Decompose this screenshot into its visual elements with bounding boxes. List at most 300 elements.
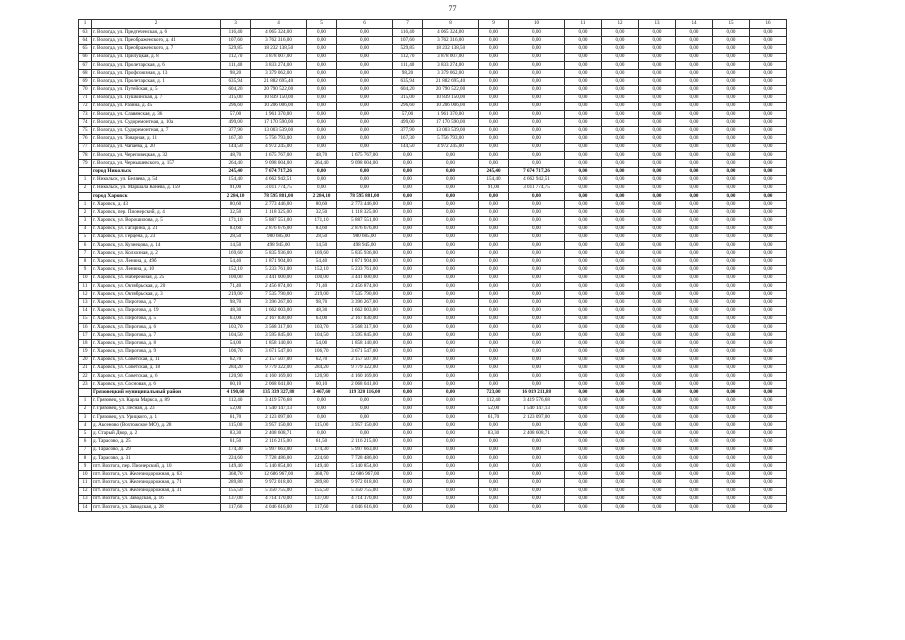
value-cell: 0,00 (509, 94, 565, 102)
value-cell: 0,00 (509, 37, 565, 45)
value-cell: 0,00 (307, 413, 337, 421)
value-cell: 0,00 (479, 151, 509, 159)
value-cell: 71,40 (307, 282, 337, 290)
value-cell: 0,00 (393, 250, 423, 258)
value-cell: 980 685,00 (337, 233, 393, 241)
value-cell: 0,00 (509, 233, 565, 241)
address-cell: д. Тарасово, д. 25 (92, 438, 221, 446)
value-cell: 0,00 (307, 127, 337, 135)
value-cell: 0,00 (565, 217, 602, 225)
value-cell: 0,00 (602, 37, 639, 45)
table-row (79, 462, 787, 470)
value-cell: 152,10 (307, 266, 337, 274)
value-cell: 117,60 (221, 503, 251, 511)
value-cell: 0,00 (565, 184, 602, 192)
value-cell: 0,00 (602, 503, 639, 511)
value-cell: 32,50 (221, 209, 251, 217)
value-cell: 0,00 (565, 430, 602, 438)
value-cell: 0,00 (565, 405, 602, 413)
value-cell: 3 396 267,00 (251, 299, 307, 307)
table-row (79, 37, 787, 45)
value-cell: 0,00 (713, 438, 750, 446)
table-row (79, 119, 787, 127)
value-cell: 0,00 (423, 364, 479, 372)
value-cell: 48,70 (221, 151, 251, 159)
table-row (79, 102, 787, 110)
value-cell: 0,00 (479, 462, 509, 470)
value-cell: 155,50 (221, 487, 251, 495)
value-cell: 0,00 (423, 192, 479, 200)
value-cell: 0,00 (479, 233, 509, 241)
value-cell: 0,00 (602, 217, 639, 225)
address-cell: пгт. Вохтога, ул. Железнодорожная, д. 31 (92, 487, 221, 495)
value-cell: 5 835 936,00 (337, 250, 393, 258)
value-cell: 3 671 547,00 (251, 348, 307, 356)
value-cell: 0,00 (602, 291, 639, 299)
value-cell: 498 945,00 (251, 241, 307, 249)
value-cell: 7 535 790,00 (251, 291, 307, 299)
value-cell: 0,00 (479, 225, 509, 233)
value-cell: 0,00 (423, 503, 479, 511)
row-number: 1 (79, 176, 92, 184)
value-cell: 0,00 (393, 258, 423, 266)
value-cell: 9 098 004,00 (337, 160, 393, 168)
value-cell: 0,00 (509, 331, 565, 339)
value-cell: 5 756 793,00 (251, 135, 307, 143)
row-number: 15 (79, 315, 92, 323)
value-cell: 2 773 446,00 (337, 200, 393, 208)
value-cell: 0,00 (337, 29, 393, 37)
value-cell: 0,00 (307, 405, 337, 413)
value-cell: 0,00 (565, 192, 602, 200)
value-cell: 3 878 007,00 (423, 53, 479, 61)
value-cell: 0,00 (479, 372, 509, 380)
value-cell: 61,70 (479, 413, 509, 421)
value-cell: 60,10 (307, 381, 337, 389)
value-cell: 0,00 (393, 372, 423, 380)
value-cell: 0,00 (750, 119, 787, 127)
address-cell: г. Вологда, ул. Разина, д. 45 (92, 102, 221, 110)
row-number: 2 (79, 209, 92, 217)
value-cell: 0,00 (393, 266, 423, 274)
value-cell: 0,00 (565, 422, 602, 430)
value-cell: 0,00 (393, 307, 423, 315)
address-cell: г. Харовск, ул. Советская, д. 18 (92, 364, 221, 372)
value-cell: 0,00 (423, 217, 479, 225)
value-cell: 0,00 (479, 291, 509, 299)
value-cell: 0,00 (565, 233, 602, 241)
value-cell: 0,00 (479, 307, 509, 315)
value-cell: 0,00 (479, 110, 509, 118)
header-cell: 15 (713, 20, 750, 29)
value-cell: 289,80 (307, 479, 337, 487)
value-cell: 0,00 (509, 151, 565, 159)
table-row (79, 422, 787, 430)
value-cell: 104,50 (307, 331, 337, 339)
value-cell: 0,00 (423, 479, 479, 487)
value-cell: 0,00 (393, 471, 423, 479)
value-cell: 0,00 (307, 110, 337, 118)
value-cell: 0,00 (639, 176, 676, 184)
value-cell: 3 762 316,00 (251, 37, 307, 45)
address-cell: г. Вологда, ул. Товарная, д. 11 (92, 135, 221, 143)
value-cell: 0,00 (565, 299, 602, 307)
value-cell: 0,00 (565, 282, 602, 290)
value-cell: 21 882 695,40 (423, 78, 479, 86)
row-number: 4 (79, 422, 92, 430)
value-cell: 2 068 041,00 (251, 381, 307, 389)
value-cell: 0,00 (639, 135, 676, 143)
row-number: 18 (79, 340, 92, 348)
value-cell: 0,00 (565, 503, 602, 511)
value-cell: 103,70 (221, 323, 251, 331)
table-row (79, 176, 787, 184)
value-cell: 0,00 (639, 225, 676, 233)
value-cell: 0,00 (479, 135, 509, 143)
value-cell: 0,00 (423, 160, 479, 168)
value-cell: 0,00 (676, 479, 713, 487)
value-cell: 0,00 (602, 430, 639, 438)
table-row (79, 127, 787, 135)
value-cell: 7 728 486,00 (337, 454, 393, 462)
value-cell: 154,40 (479, 176, 509, 184)
value-cell: 2 456 874,00 (337, 282, 393, 290)
value-cell: 2 876 676,00 (251, 225, 307, 233)
row-number: 2 (79, 184, 92, 192)
value-cell: 0,00 (509, 61, 565, 69)
value-cell: 100,00 (221, 274, 251, 282)
value-cell: 980 685,00 (251, 233, 307, 241)
value-cell: 0,00 (509, 438, 565, 446)
value-cell: 0,00 (713, 217, 750, 225)
header-cell: 14 (676, 20, 713, 29)
header-cell: 11 (565, 20, 602, 29)
value-cell: 0,00 (565, 397, 602, 405)
value-cell: 0,00 (509, 323, 565, 331)
value-cell: 0,00 (602, 487, 639, 495)
value-cell: 0,00 (509, 69, 565, 77)
value-cell: 0,00 (565, 381, 602, 389)
value-cell: 0,00 (713, 372, 750, 380)
row-number: 11 (79, 479, 92, 487)
value-cell: 0,00 (750, 266, 787, 274)
value-cell: 4 662 942,51 (509, 176, 565, 184)
value-cell: 0,00 (423, 397, 479, 405)
value-cell: 0,00 (307, 94, 337, 102)
value-cell: 0,00 (750, 422, 787, 430)
value-cell: 3 441 000,00 (251, 274, 307, 282)
value-cell: 18 232 138,50 (423, 45, 479, 53)
value-cell: 0,00 (713, 225, 750, 233)
value-cell: 0,00 (713, 250, 750, 258)
value-cell: 0,00 (602, 356, 639, 364)
address-cell: г. Харовск, ул. Гагарина, д. 21 (92, 225, 221, 233)
value-cell: 723,00 (479, 389, 509, 397)
value-cell: 106,70 (307, 348, 337, 356)
value-cell: 5 997 663,00 (251, 446, 307, 454)
value-cell: 0,00 (602, 135, 639, 143)
value-cell: 0,00 (565, 331, 602, 339)
row-number: 3 (79, 217, 92, 225)
value-cell: 3 379 062,00 (251, 69, 307, 77)
value-cell: 499,00 (221, 119, 251, 127)
value-cell: 0,00 (676, 176, 713, 184)
value-cell: 0,00 (479, 69, 509, 77)
value-cell: 0,00 (750, 282, 787, 290)
value-cell: 0,00 (479, 422, 509, 430)
table-row (79, 503, 787, 511)
value-cell: 0,00 (509, 86, 565, 94)
value-cell: 0,00 (509, 102, 565, 110)
value-cell: 0,00 (750, 102, 787, 110)
row-number: 17 (79, 331, 92, 339)
value-cell: 0,00 (639, 258, 676, 266)
value-cell: 1 118 325,00 (251, 209, 307, 217)
value-cell: 0,00 (713, 397, 750, 405)
value-cell: 0,00 (509, 487, 565, 495)
value-cell: 0,00 (423, 299, 479, 307)
value-cell: 0,00 (676, 389, 713, 397)
value-cell: 0,00 (676, 340, 713, 348)
value-cell: 0,00 (602, 389, 639, 397)
value-cell: 0,00 (393, 176, 423, 184)
value-cell: 0,00 (307, 37, 337, 45)
value-cell: 0,00 (750, 299, 787, 307)
value-cell: 0,00 (713, 315, 750, 323)
value-cell: 169,60 (307, 250, 337, 258)
value-cell: 54,00 (221, 340, 251, 348)
header-cell: 10 (509, 20, 565, 29)
value-cell: 0,00 (602, 397, 639, 405)
table-row (79, 274, 787, 282)
row-number (79, 389, 92, 397)
value-cell: 0,00 (509, 241, 565, 249)
value-cell: 224,60 (307, 454, 337, 462)
value-cell: 0,00 (639, 479, 676, 487)
value-cell: 0,00 (750, 110, 787, 118)
value-cell: 0,00 (639, 307, 676, 315)
value-cell: 0,00 (337, 45, 393, 53)
value-cell: 0,00 (676, 200, 713, 208)
value-cell: 0,00 (602, 315, 639, 323)
value-cell: 0,00 (750, 192, 787, 200)
value-cell: 0,00 (713, 340, 750, 348)
value-cell: 0,00 (639, 200, 676, 208)
value-cell: 0,00 (713, 422, 750, 430)
row-number: 10 (79, 274, 92, 282)
value-cell: 604,20 (221, 86, 251, 94)
value-cell: 83,60 (307, 225, 337, 233)
value-cell: 0,00 (713, 495, 750, 503)
value-cell: 0,00 (479, 45, 509, 53)
value-cell: 0,00 (337, 61, 393, 69)
value-cell: 0,00 (750, 372, 787, 380)
value-cell: 0,00 (750, 45, 787, 53)
value-cell: 0,00 (750, 291, 787, 299)
value-cell: 13 003 539,00 (423, 127, 479, 135)
address-cell: г. Харовск, ул. Пирогова, д. 8 (92, 340, 221, 348)
value-cell: 0,00 (639, 340, 676, 348)
value-cell: 0,00 (423, 266, 479, 274)
table-row (79, 225, 787, 233)
header-row (79, 20, 787, 29)
value-cell: 4 714 170,00 (337, 495, 393, 503)
value-cell: 498 945,00 (337, 241, 393, 249)
value-cell: 0,00 (509, 258, 565, 266)
value-cell: 0,00 (337, 143, 393, 151)
address-cell: г. Грязовец, ул. Урицкого, д. 1 (92, 413, 221, 421)
value-cell: 0,00 (423, 462, 479, 470)
value-cell: 0,00 (509, 209, 565, 217)
value-cell: 0,00 (602, 495, 639, 503)
value-cell: 0,00 (676, 217, 713, 225)
value-cell: 0,00 (565, 110, 602, 118)
value-cell: 0,00 (602, 266, 639, 274)
address-cell: г. Харовск, ул. Ленина, д. 10 (92, 266, 221, 274)
value-cell: 0,00 (565, 225, 602, 233)
value-cell: 0,00 (565, 143, 602, 151)
value-cell: 0,00 (423, 315, 479, 323)
value-cell: 0,00 (423, 258, 479, 266)
value-cell: 104,50 (221, 331, 251, 339)
row-number: 68 (79, 69, 92, 77)
value-cell: 0,00 (565, 274, 602, 282)
value-cell: 0,00 (423, 495, 479, 503)
value-cell: 0,00 (423, 438, 479, 446)
value-cell: 0,00 (713, 29, 750, 37)
value-cell: 0,00 (639, 61, 676, 69)
value-cell: 107,60 (221, 37, 251, 45)
value-cell: 0,00 (639, 110, 676, 118)
value-cell: 0,00 (509, 110, 565, 118)
row-number: 72 (79, 102, 92, 110)
value-cell: 48,70 (307, 151, 337, 159)
table-row (79, 29, 787, 37)
value-cell: 0,00 (750, 462, 787, 470)
value-cell: 0,00 (602, 438, 639, 446)
value-cell: 0,00 (509, 446, 565, 454)
value-cell: 20 790 522,00 (251, 86, 307, 94)
row-number (79, 168, 92, 176)
value-cell: 0,00 (750, 160, 787, 168)
row-number: 13 (79, 495, 92, 503)
value-cell: 0,00 (602, 307, 639, 315)
table-row (79, 454, 787, 462)
value-cell: 0,00 (713, 184, 750, 192)
table-row (79, 405, 787, 413)
header-cell: 3 (221, 20, 251, 29)
value-cell: 0,00 (676, 151, 713, 159)
value-cell: 284,20 (307, 364, 337, 372)
value-cell: 3 671 547,00 (337, 348, 393, 356)
value-cell: 4 046 616,00 (251, 503, 307, 511)
value-cell: 0,00 (479, 438, 509, 446)
value-cell: 0,00 (676, 291, 713, 299)
value-cell: 0,00 (676, 495, 713, 503)
value-cell: 0,00 (639, 143, 676, 151)
value-cell: 0,00 (639, 299, 676, 307)
value-cell: 0,00 (307, 135, 337, 143)
value-cell: 0,00 (602, 422, 639, 430)
value-cell: 0,00 (423, 176, 479, 184)
value-cell: 0,00 (423, 282, 479, 290)
value-cell: 296,60 (393, 102, 423, 110)
value-cell: 0,00 (750, 274, 787, 282)
value-cell: 0,00 (602, 446, 639, 454)
row-number: 64 (79, 37, 92, 45)
value-cell: 0,00 (565, 389, 602, 397)
value-cell: 0,00 (509, 266, 565, 274)
value-cell: 0,00 (602, 184, 639, 192)
value-cell: 3 419 576,68 (251, 397, 307, 405)
value-cell: 0,00 (479, 217, 509, 225)
value-cell: 0,00 (750, 356, 787, 364)
address-cell: г. Харовск, ул. Герцена, д. 23 (92, 233, 221, 241)
value-cell: 54,40 (221, 258, 251, 266)
value-cell: 0,00 (565, 53, 602, 61)
value-cell: 0,00 (639, 454, 676, 462)
value-cell: 0,00 (750, 94, 787, 102)
value-cell: 0,00 (479, 241, 509, 249)
value-cell: 0,00 (393, 479, 423, 487)
value-cell: 0,00 (750, 37, 787, 45)
value-cell: 1 540 147,13 (509, 405, 565, 413)
table-row (79, 381, 787, 389)
address-cell: д. Старый Двор, д. 2 (92, 430, 221, 438)
value-cell: 2 284,10 (221, 192, 251, 200)
value-cell: 78 595 881,00 (251, 192, 307, 200)
value-cell: 1 858 140,00 (337, 340, 393, 348)
value-cell: 0,00 (676, 78, 713, 86)
address-cell: пгт. Вохтога, ул. Заводская, д. 16 (92, 495, 221, 503)
value-cell: 117,60 (307, 503, 337, 511)
value-cell: 0,00 (393, 487, 423, 495)
value-cell: 0,00 (565, 315, 602, 323)
value-cell: 0,00 (639, 151, 676, 159)
value-cell: 0,00 (713, 192, 750, 200)
value-cell: 0,00 (509, 143, 565, 151)
value-cell: 0,00 (676, 94, 713, 102)
address-cell: г. Харовск, ул. Ленина, д. 49б (92, 258, 221, 266)
group-name: город Никольск (92, 168, 221, 176)
address-cell: г. Вологда, ул. Преображенского, д. 7 (92, 45, 221, 53)
address-cell: г. Харовск, д. 43 (92, 200, 221, 208)
value-cell: 167,30 (221, 135, 251, 143)
value-cell: 0,00 (639, 291, 676, 299)
value-cell: 0,00 (639, 348, 676, 356)
value-cell: 0,00 (479, 53, 509, 61)
value-cell: 7 728 486,00 (251, 454, 307, 462)
value-cell: 0,00 (639, 372, 676, 380)
value-cell: 0,00 (479, 348, 509, 356)
value-cell: 13 003 539,00 (251, 127, 307, 135)
value-cell: 0,00 (423, 340, 479, 348)
value-cell: 0,00 (639, 323, 676, 331)
value-cell: 61,70 (221, 413, 251, 421)
header-cell: 2 (92, 20, 221, 29)
value-cell: 0,00 (676, 274, 713, 282)
value-cell: 4 972 245,00 (251, 143, 307, 151)
row-number: 74 (79, 119, 92, 127)
value-cell: 0,00 (639, 446, 676, 454)
value-cell: 9 779 322,00 (337, 364, 393, 372)
value-cell: 0,00 (509, 299, 565, 307)
value-cell: 0,00 (393, 168, 423, 176)
value-cell: 0,00 (676, 413, 713, 421)
value-cell: 0,00 (479, 454, 509, 462)
value-cell: 0,00 (639, 413, 676, 421)
value-cell: 0,00 (307, 397, 337, 405)
